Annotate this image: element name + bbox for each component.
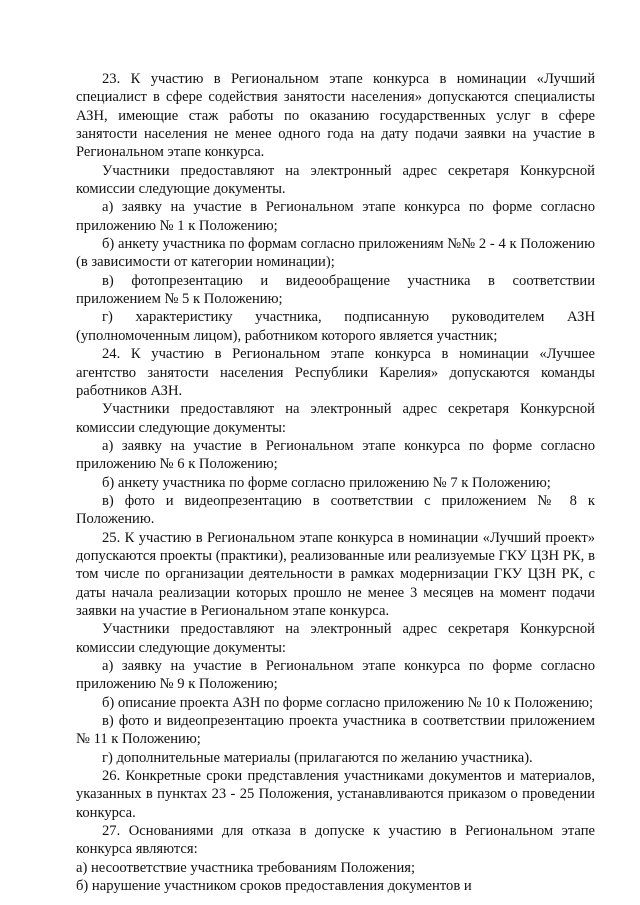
paragraph-23-item-a: а) заявку на участие в Региональном этапе конкурса по форме согласно приложению № 1 к Положению; <box>76 199 595 234</box>
paragraph-27: 27. Основаниями для отказа в допуске к участию в Региональном этапе конкурса являются: <box>76 823 595 858</box>
paragraph-25-item-b: б) описание проекта АЗН по форме согласно приложению № 10 к Положению; <box>102 694 594 711</box>
paragraph-26: 26. Конкретные сроки представления участниками документов и материалов, указанных в пунктах 23 - 25 Положения, устанавливаются приказом о проведении конкурса. <box>76 768 595 821</box>
paragraph-24-documents-intro: Участники предоставляют на электронный адрес секретаря Конкурсной комиссии следующие документы: <box>76 401 595 436</box>
paragraph-23-item-g: г) характеристику участника, подписанную руководителем АЗН (уполномоченным лицом), работником которого является участник; <box>76 309 595 344</box>
paragraph-25-documents-intro: Участники предоставляют на электронный адрес секретаря Конкурсной комиссии следующие документы: <box>76 621 595 656</box>
paragraph-24: 24. К участию в Региональном этапе конкурса в номинации «Лучшее агентство занятости населения Республики Карелия» допускаются команды работников АЗН. <box>76 346 595 399</box>
paragraph-23-documents-intro: Участники предоставляют на электронный адрес секретаря Конкурсной комиссии следующие документы. <box>76 162 595 198</box>
document-page <box>76 70 595 895</box>
paragraph-27-item-a: а) несоответствие участника требованиям Положения; <box>76 859 416 876</box>
paragraph-23: 23. К участию в Региональном этапе конкурса в номинации «Лучший специалист в сфере содействия занятости населения» допускаются специалисты АЗН, имеющие стаж работы по оказанию государственных услуг в сфере занятости населения не менее одного года на дату подачи заявки на участие в Региональном этапе конкурса. <box>76 71 595 161</box>
paragraph-27-item-b: б) нарушение участником сроков предоставления документов и <box>76 878 472 895</box>
paragraph-25-item-g: г) дополнительные материалы (прилагаются по желанию участника). <box>102 749 533 766</box>
paragraph-25-item-a: а) заявку на участие в Региональном этапе конкурса по форме согласно приложению № 9 к Положению; <box>76 658 595 693</box>
paragraph-25-item-v: в) фото и видеопрезентацию проекта участника в соответствии приложением № 11 к Положению; <box>76 713 595 748</box>
paragraph-23-item-b: б) анкету участника по формам согласно приложениям №№ 2 - 4 к Положению (в зависимости от категории номинации); <box>76 236 595 271</box>
paragraph-24-item-a: а) заявку на участие в Региональном этапе конкурса по форме согласно приложению № 6 к Положению; <box>76 437 595 473</box>
paragraph-24-item-b: б) анкету участника по форме согласно приложению № 7 к Положению; <box>102 474 551 491</box>
paragraph-23-item-v: в) фотопрезентацию и видеообращение участника в соответствии приложением № 5 к Положению; <box>76 272 595 308</box>
paragraph-24-item-v: в) фото и видеопрезентацию в соответствии с приложением № 8 к Положению. <box>76 492 595 528</box>
paragraph-25: 25. К участию в Региональном этапе конкурса в номинации «Лучший проект» допускаются проекты (практики), реализованные или реализуемые ГКУ ЦЗН РК, в том числе по организации деятельности в рамках модернизации ГКУ ЦЗН РК, с даты начала реализации которых прошло не менее 3 месяцев на момент подачи заявки на участие в Региональном этапе конкурса. <box>76 529 595 619</box>
